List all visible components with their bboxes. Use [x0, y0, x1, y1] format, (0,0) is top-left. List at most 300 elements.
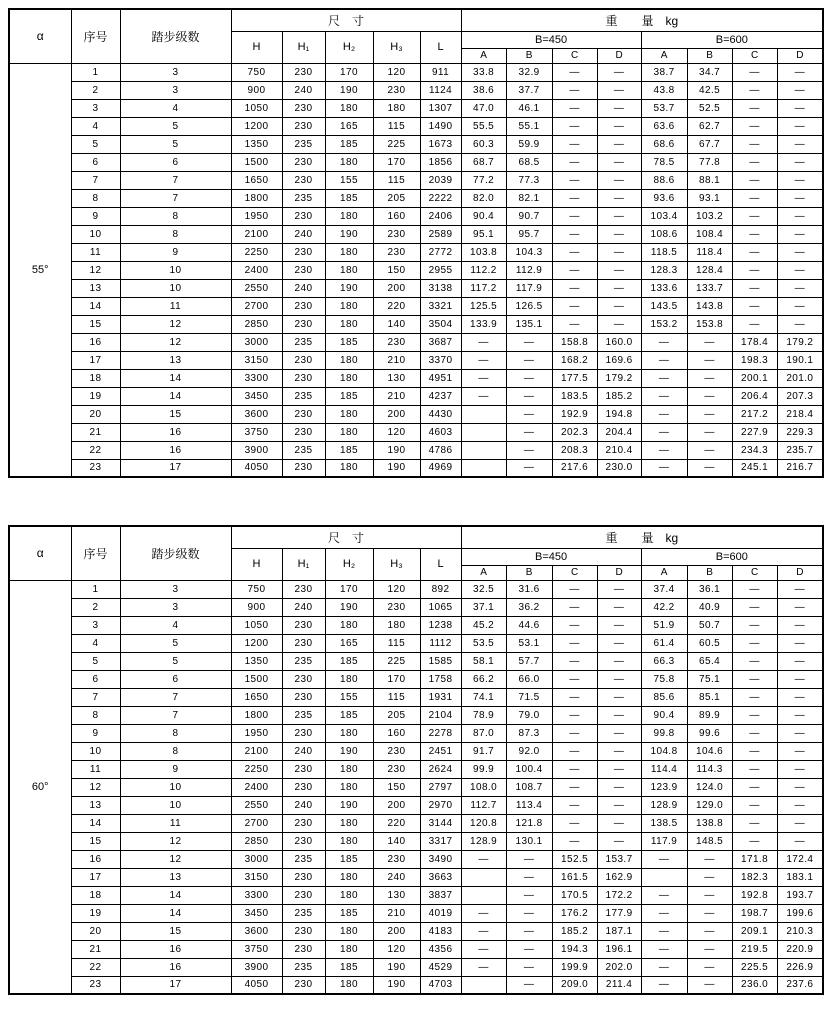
cell-b450-A: [461, 405, 506, 423]
cell-H1: 235: [282, 904, 325, 922]
cell-b600-A: 123.9: [641, 778, 687, 796]
table-row: [9, 81, 823, 99]
cell-H3: 130: [373, 886, 420, 904]
cell-b450-B: —: [506, 351, 552, 369]
cell-b450-A: 32.5: [461, 580, 506, 598]
cell-b450-B: 117.9: [506, 279, 552, 297]
cell-b450-C: —: [552, 243, 597, 261]
cell-b450-B: 90.7: [506, 207, 552, 225]
cell-index: 19: [71, 904, 120, 922]
cell-H3: 115: [373, 117, 420, 135]
cell-H: 750: [231, 63, 282, 81]
group-header-dimensions: 尺 寸: [231, 526, 461, 548]
table-row: [9, 850, 823, 868]
cell-b600-A: 61.4: [641, 634, 687, 652]
cell-L: 2624: [420, 760, 461, 778]
table-row: [9, 441, 823, 459]
cell-b600-B: 88.1: [687, 171, 732, 189]
cell-b600-C: 171.8: [732, 850, 777, 868]
cell-index: 13: [71, 796, 120, 814]
group-header-weight: 重 量 kg: [461, 9, 823, 31]
cell-b600-D: —: [777, 261, 823, 279]
cell-H: 4050: [231, 976, 282, 994]
cell-H1: 230: [282, 778, 325, 796]
cell-index: 21: [71, 423, 120, 441]
cell-H2: 165: [325, 117, 373, 135]
cell-b450-B: 104.3: [506, 243, 552, 261]
cell-index: 5: [71, 652, 120, 670]
cell-index: 22: [71, 958, 120, 976]
cell-b600-B: —: [687, 387, 732, 405]
cell-b450-A: 90.4: [461, 207, 506, 225]
cell-index: 7: [71, 171, 120, 189]
cell-L: 3663: [420, 868, 461, 886]
cell-b450-B: —: [506, 423, 552, 441]
cell-b600-B: 50.7: [687, 616, 732, 634]
cell-L: 4951: [420, 369, 461, 387]
col-header-b450-C: C: [552, 565, 597, 580]
cell-b450-D: —: [597, 814, 641, 832]
cell-H1: 230: [282, 153, 325, 171]
cell-H3: 230: [373, 760, 420, 778]
cell-b600-B: —: [687, 976, 732, 994]
cell-b450-C: —: [552, 135, 597, 153]
cell-b450-A: 58.1: [461, 652, 506, 670]
cell-steps: 7: [120, 189, 231, 207]
table-row: [9, 598, 823, 616]
cell-H1: 230: [282, 760, 325, 778]
cell-H: 1800: [231, 706, 282, 724]
col-header-b600-B: B: [687, 565, 732, 580]
cell-b600-D: —: [777, 189, 823, 207]
cell-b600-C: —: [732, 225, 777, 243]
cell-L: 1758: [420, 670, 461, 688]
table-body: [9, 580, 823, 994]
cell-b450-C: 158.8: [552, 333, 597, 351]
cell-b600-B: —: [687, 886, 732, 904]
cell-H3: 115: [373, 171, 420, 189]
cell-b600-A: —: [641, 405, 687, 423]
cell-L: 4356: [420, 940, 461, 958]
cell-b600-D: 229.3: [777, 423, 823, 441]
cell-b450-A: 78.9: [461, 706, 506, 724]
cell-b600-C: —: [732, 117, 777, 135]
cell-b600-A: 43.8: [641, 81, 687, 99]
cell-H1: 230: [282, 297, 325, 315]
cell-H1: 230: [282, 243, 325, 261]
cell-H: 1650: [231, 688, 282, 706]
cell-steps: 8: [120, 742, 231, 760]
cell-b600-B: 62.7: [687, 117, 732, 135]
cell-b600-C: —: [732, 99, 777, 117]
cell-H3: 210: [373, 387, 420, 405]
cell-b450-D: —: [597, 796, 641, 814]
table-row: [9, 315, 823, 333]
cell-b450-B: 31.6: [506, 580, 552, 598]
cell-H1: 230: [282, 423, 325, 441]
cell-b450-D: —: [597, 63, 641, 81]
cell-H3: 205: [373, 706, 420, 724]
col-header-b450-D: D: [597, 565, 641, 580]
cell-index: 3: [71, 99, 120, 117]
cell-b450-D: —: [597, 315, 641, 333]
cell-H1: 230: [282, 117, 325, 135]
cell-b450-A: [461, 423, 506, 441]
cell-H3: 210: [373, 351, 420, 369]
cell-steps: 11: [120, 297, 231, 315]
cell-H3: 115: [373, 688, 420, 706]
cell-b600-D: 220.9: [777, 940, 823, 958]
cell-b600-C: —: [732, 706, 777, 724]
cell-b450-C: —: [552, 832, 597, 850]
table-row: [9, 688, 823, 706]
cell-L: 1856: [420, 153, 461, 171]
cell-b450-B: 32.9: [506, 63, 552, 81]
cell-H2: 185: [325, 904, 373, 922]
cell-b600-C: 217.2: [732, 405, 777, 423]
cell-b450-B: —: [506, 369, 552, 387]
cell-b450-C: —: [552, 117, 597, 135]
cell-H3: 225: [373, 652, 420, 670]
cell-H3: 170: [373, 670, 420, 688]
cell-b450-C: 176.2: [552, 904, 597, 922]
cell-H: 3450: [231, 904, 282, 922]
cell-b450-C: —: [552, 580, 597, 598]
cell-b450-A: 82.0: [461, 189, 506, 207]
cell-b600-B: 118.4: [687, 243, 732, 261]
cell-b450-C: 208.3: [552, 441, 597, 459]
cell-L: 3317: [420, 832, 461, 850]
cell-b450-A: —: [461, 922, 506, 940]
cell-b600-C: 178.4: [732, 333, 777, 351]
cell-index: 6: [71, 153, 120, 171]
table-row: [9, 886, 823, 904]
cell-b450-C: —: [552, 778, 597, 796]
cell-b600-D: 172.4: [777, 850, 823, 868]
table-row: [9, 135, 823, 153]
cell-b450-D: 204.4: [597, 423, 641, 441]
cell-b450-B: —: [506, 333, 552, 351]
cell-b450-A: 68.7: [461, 153, 506, 171]
cell-H1: 230: [282, 832, 325, 850]
table-row: [9, 706, 823, 724]
table-row: [9, 189, 823, 207]
cell-b600-B: —: [687, 423, 732, 441]
table-row: [9, 778, 823, 796]
cell-steps: 14: [120, 369, 231, 387]
cell-index: 17: [71, 351, 120, 369]
cell-b600-A: 75.8: [641, 670, 687, 688]
cell-H3: 210: [373, 904, 420, 922]
cell-H2: 180: [325, 832, 373, 850]
cell-H2: 180: [325, 297, 373, 315]
cell-b600-C: —: [732, 171, 777, 189]
cell-b600-B: 143.8: [687, 297, 732, 315]
cell-b450-C: —: [552, 81, 597, 99]
cell-b600-C: —: [732, 670, 777, 688]
cell-index: 1: [71, 63, 120, 81]
cell-H3: 240: [373, 868, 420, 886]
cell-b450-D: —: [597, 580, 641, 598]
cell-H2: 190: [325, 796, 373, 814]
col-header-b600-C: C: [732, 565, 777, 580]
cell-H2: 180: [325, 976, 373, 994]
cell-steps: 6: [120, 153, 231, 171]
table-body: [9, 63, 823, 477]
table-row: [9, 832, 823, 850]
cell-H2: 180: [325, 886, 373, 904]
cell-b450-B: 55.1: [506, 117, 552, 135]
cell-index: 19: [71, 387, 120, 405]
cell-H2: 185: [325, 333, 373, 351]
cell-b600-B: 65.4: [687, 652, 732, 670]
cell-b450-A: 103.8: [461, 243, 506, 261]
cell-b600-D: —: [777, 243, 823, 261]
cell-H: 3600: [231, 922, 282, 940]
cell-H3: 190: [373, 459, 420, 477]
cell-H1: 230: [282, 724, 325, 742]
cell-b600-A: —: [641, 333, 687, 351]
cell-L: 1065: [420, 598, 461, 616]
table-header: [9, 9, 823, 63]
col-header-H2: H₂: [325, 548, 373, 580]
cell-index: 6: [71, 670, 120, 688]
col-header-b450-B: B: [506, 565, 552, 580]
cell-H: 900: [231, 81, 282, 99]
cell-index: 4: [71, 634, 120, 652]
cell-b450-C: 152.5: [552, 850, 597, 868]
cell-H1: 235: [282, 333, 325, 351]
cell-b600-B: —: [687, 333, 732, 351]
cell-steps: 14: [120, 886, 231, 904]
cell-b600-D: 193.7: [777, 886, 823, 904]
cell-index: 8: [71, 706, 120, 724]
cell-H: 3750: [231, 940, 282, 958]
cell-steps: 3: [120, 580, 231, 598]
cell-b600-D: —: [777, 814, 823, 832]
cell-L: 1238: [420, 616, 461, 634]
cell-H: 2550: [231, 796, 282, 814]
cell-b450-B: 77.3: [506, 171, 552, 189]
cell-b450-D: —: [597, 688, 641, 706]
table-row: [9, 976, 823, 994]
table-row: [9, 369, 823, 387]
cell-b600-D: —: [777, 634, 823, 652]
cell-steps: 7: [120, 171, 231, 189]
cell-H3: 120: [373, 63, 420, 81]
table-row: [9, 171, 823, 189]
group-header-b600: B=600: [641, 548, 823, 565]
cell-H2: 185: [325, 135, 373, 153]
cell-b450-D: —: [597, 760, 641, 778]
cell-b600-A: —: [641, 886, 687, 904]
cell-L: 3138: [420, 279, 461, 297]
cell-b600-D: 218.4: [777, 405, 823, 423]
cell-b450-C: —: [552, 688, 597, 706]
cell-H: 3450: [231, 387, 282, 405]
cell-b600-B: 104.6: [687, 742, 732, 760]
cell-b450-A: 112.2: [461, 261, 506, 279]
cell-H1: 230: [282, 369, 325, 387]
cell-b450-B: 112.9: [506, 261, 552, 279]
cell-b600-D: 216.7: [777, 459, 823, 477]
cell-steps: 13: [120, 868, 231, 886]
cell-H3: 130: [373, 369, 420, 387]
cell-b600-B: —: [687, 940, 732, 958]
cell-b450-D: —: [597, 652, 641, 670]
cell-b450-C: —: [552, 634, 597, 652]
cell-H1: 235: [282, 706, 325, 724]
cell-b600-C: —: [732, 616, 777, 634]
cell-steps: 10: [120, 796, 231, 814]
cell-H2: 180: [325, 868, 373, 886]
cell-steps: 16: [120, 441, 231, 459]
cell-b600-D: —: [777, 135, 823, 153]
cell-b600-C: —: [732, 778, 777, 796]
cell-b450-A: —: [461, 351, 506, 369]
cell-b450-A: 91.7: [461, 742, 506, 760]
cell-H2: 180: [325, 369, 373, 387]
cell-H: 2100: [231, 742, 282, 760]
cell-b600-B: —: [687, 351, 732, 369]
cell-index: 12: [71, 261, 120, 279]
cell-b600-C: 209.1: [732, 922, 777, 940]
cell-b600-B: —: [687, 459, 732, 477]
cell-b450-B: —: [506, 441, 552, 459]
cell-b600-D: —: [777, 688, 823, 706]
cell-index: 11: [71, 243, 120, 261]
cell-b450-B: 113.4: [506, 796, 552, 814]
cell-b450-B: —: [506, 904, 552, 922]
cell-b600-A: —: [641, 940, 687, 958]
cell-index: 22: [71, 441, 120, 459]
cell-index: 8: [71, 189, 120, 207]
cell-H: 2400: [231, 778, 282, 796]
cell-H3: 200: [373, 796, 420, 814]
cell-steps: 8: [120, 724, 231, 742]
cell-b450-D: —: [597, 706, 641, 724]
cell-index: 14: [71, 297, 120, 315]
cell-b450-C: 217.6: [552, 459, 597, 477]
cell-steps: 9: [120, 760, 231, 778]
cell-b600-B: —: [687, 922, 732, 940]
cell-b450-D: 187.1: [597, 922, 641, 940]
cell-H: 750: [231, 580, 282, 598]
cell-b450-D: —: [597, 724, 641, 742]
cell-steps: 4: [120, 616, 231, 634]
cell-H2: 185: [325, 958, 373, 976]
cell-L: 1490: [420, 117, 461, 135]
cell-H2: 180: [325, 459, 373, 477]
cell-b450-B: 82.1: [506, 189, 552, 207]
cell-H: 4050: [231, 459, 282, 477]
cell-b600-D: —: [777, 760, 823, 778]
cell-b450-B: 44.6: [506, 616, 552, 634]
cell-b600-B: 52.5: [687, 99, 732, 117]
cell-b600-B: 153.8: [687, 315, 732, 333]
col-header-b600-D: D: [777, 48, 823, 63]
cell-b450-B: 68.5: [506, 153, 552, 171]
cell-H3: 230: [373, 333, 420, 351]
cell-b600-A: —: [641, 351, 687, 369]
col-header-b450-D: D: [597, 48, 641, 63]
cell-b600-D: 207.3: [777, 387, 823, 405]
cell-H: 1500: [231, 153, 282, 171]
cell-L: 892: [420, 580, 461, 598]
cell-H2: 185: [325, 652, 373, 670]
cell-H: 2250: [231, 760, 282, 778]
col-header-L: L: [420, 31, 461, 63]
cell-b450-B: 130.1: [506, 832, 552, 850]
spec-table-55deg: [8, 8, 824, 478]
table-row: [9, 796, 823, 814]
cell-H3: 160: [373, 207, 420, 225]
cell-L: 1931: [420, 688, 461, 706]
cell-index: 11: [71, 760, 120, 778]
cell-b600-C: —: [732, 207, 777, 225]
cell-H1: 230: [282, 315, 325, 333]
cell-b600-B: —: [687, 405, 732, 423]
cell-b600-A: 133.6: [641, 279, 687, 297]
cell-H2: 190: [325, 598, 373, 616]
cell-H: 3900: [231, 441, 282, 459]
cell-H2: 180: [325, 724, 373, 742]
cell-L: 4237: [420, 387, 461, 405]
cell-b600-C: —: [732, 688, 777, 706]
cell-b600-C: —: [732, 760, 777, 778]
table-row: [9, 387, 823, 405]
cell-H3: 200: [373, 405, 420, 423]
cell-b450-D: —: [597, 153, 641, 171]
col-header-b600-B: B: [687, 48, 732, 63]
cell-H2: 180: [325, 922, 373, 940]
cell-b600-D: —: [777, 778, 823, 796]
cell-H: 3300: [231, 886, 282, 904]
cell-H3: 225: [373, 135, 420, 153]
cell-b600-C: —: [732, 796, 777, 814]
cell-b600-B: 75.1: [687, 670, 732, 688]
cell-H: 1500: [231, 670, 282, 688]
cell-b450-A: 66.2: [461, 670, 506, 688]
cell-L: 1673: [420, 135, 461, 153]
cell-H1: 230: [282, 976, 325, 994]
cell-b600-B: —: [687, 441, 732, 459]
cell-H2: 170: [325, 63, 373, 81]
group-header-weight: 重 量 kg: [461, 526, 823, 548]
cell-H2: 180: [325, 760, 373, 778]
cell-H: 2250: [231, 243, 282, 261]
group-header-dimensions: 尺 寸: [231, 9, 461, 31]
cell-steps: 5: [120, 117, 231, 135]
cell-b600-D: —: [777, 796, 823, 814]
cell-H: 3150: [231, 868, 282, 886]
cell-H2: 190: [325, 81, 373, 99]
cell-H1: 240: [282, 742, 325, 760]
cell-b600-B: 85.1: [687, 688, 732, 706]
cell-b600-D: —: [777, 63, 823, 81]
cell-b450-C: —: [552, 706, 597, 724]
table-row: [9, 760, 823, 778]
cell-H3: 190: [373, 958, 420, 976]
cell-b600-A: 63.6: [641, 117, 687, 135]
cell-H1: 230: [282, 688, 325, 706]
cell-b450-C: —: [552, 63, 597, 81]
cell-b450-D: —: [597, 670, 641, 688]
cell-b450-B: —: [506, 886, 552, 904]
cell-H1: 240: [282, 225, 325, 243]
cell-index: 1: [71, 580, 120, 598]
col-header-H2: H₂: [325, 31, 373, 63]
